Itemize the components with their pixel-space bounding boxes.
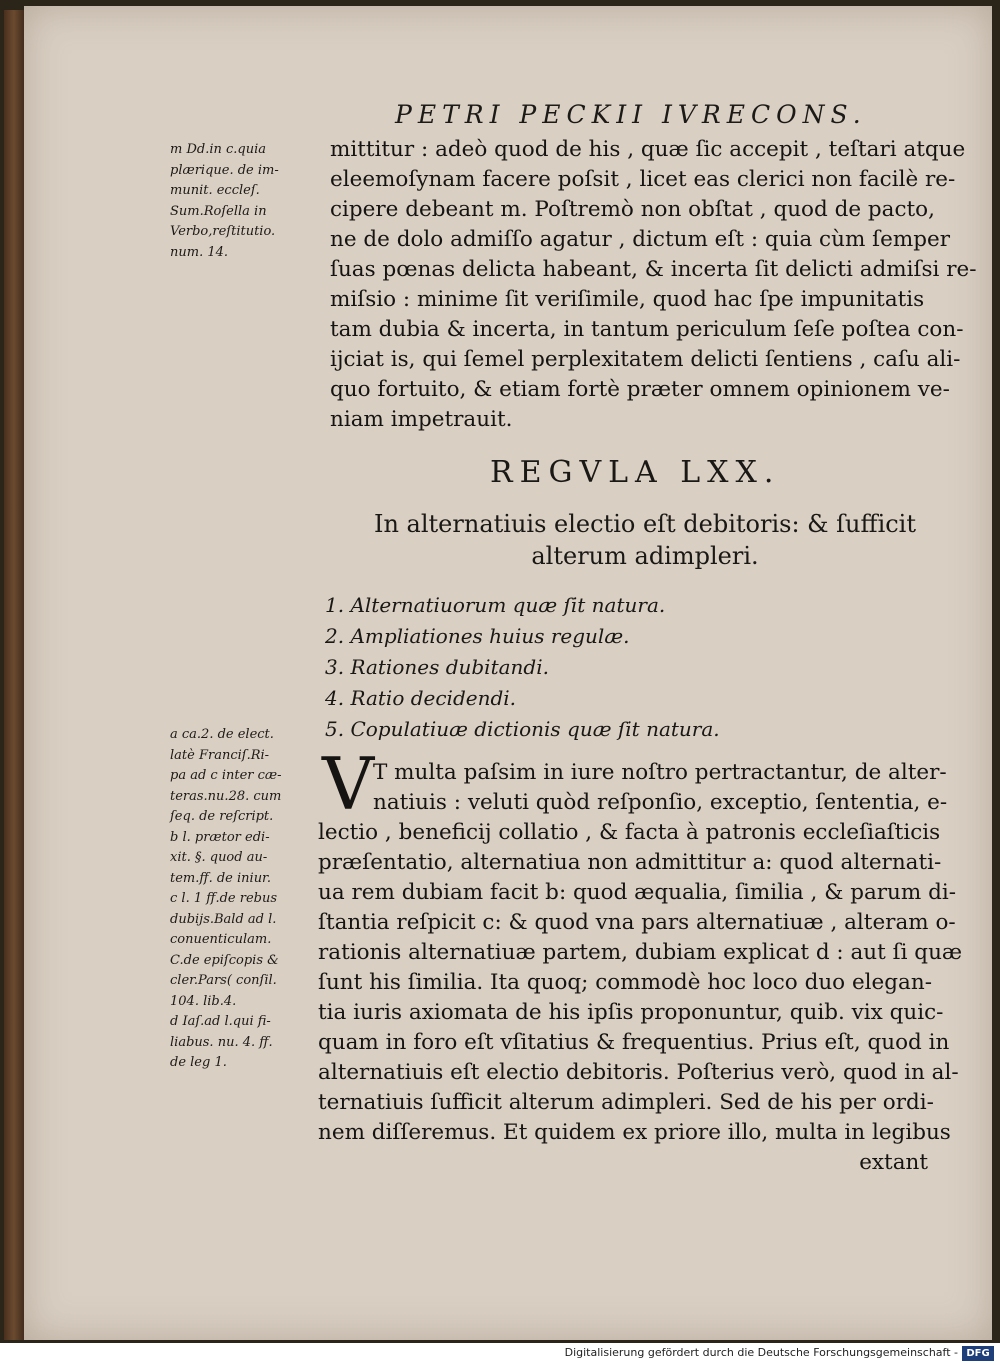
text-line: T multa paſsim in iure noſtro pertractantur, de alter- <box>373 760 947 785</box>
dfg-logo: DFG <box>962 1346 994 1361</box>
margin-note-line: conuenticulam. <box>170 932 272 947</box>
text-line: quam in foro eſt vſitatius & frequentius. Prius eſt, quod in <box>318 1030 950 1055</box>
text-line: alternatiuis eſt electio debitoris. Poſterius verò, quod in al- <box>318 1060 959 1085</box>
text-line: nem diſſeremus. Et quidem ex priore illo, multa in legibus <box>318 1120 951 1145</box>
margin-note-line: ſeq. de reſcript. <box>170 809 274 824</box>
margin-note-line: 104. lib.4. <box>170 993 237 1009</box>
text-line: tam dubia & incerta, in tantum periculum ſeſe poſtea con- <box>330 317 964 342</box>
margin-note-line: de leg 1. <box>170 1055 227 1070</box>
margin-note-line: m Dd.in c.quia <box>170 142 267 157</box>
text-line: natiuis : veluti quòd reſponſio, exceptio, ſententia, e- <box>373 790 948 815</box>
text-line: quo fortuito, & etiam fortè præter omnem opinionem ve- <box>330 377 950 402</box>
margin-note-line: pa ad c inter cæ- <box>170 768 282 783</box>
margin-note-m <box>170 140 279 263</box>
drop-cap: V <box>322 742 374 826</box>
margin-note-line: dubijs.Bald ad l. <box>170 911 277 927</box>
footer-bar <box>0 1343 1000 1365</box>
text-line: tia iuris axiomata de his ipſis proponuntur, quib. vix quic- <box>318 1000 944 1025</box>
margin-note-line: C.de epiſcopis & <box>170 952 279 968</box>
regula-title: REGVLA LXX. <box>490 455 781 490</box>
margin-note-line: Verbo,reſtitutio. <box>170 224 276 239</box>
text-line: ne de dolo admiſſo agatur , dictum eſt : quia cùm ſemper <box>330 227 950 252</box>
margin-note-line: d Iaſ.ad l.qui fi- <box>170 1014 271 1029</box>
summary-item: 2. Ampliationes huius regulæ. <box>325 624 630 648</box>
margin-note-line: xit. §. quod au- <box>170 850 268 865</box>
top-paragraph <box>330 135 977 435</box>
text-line: ijciat is, qui ſemel perplexitatem delicti ſentiens , caſu ali- <box>330 347 961 372</box>
text-line: eleemoſynam facere poſsit , licet eas clerici non facilè re- <box>330 167 956 192</box>
margin-note-line: liabus. nu. 4. ff. <box>170 1034 273 1050</box>
regula-subtitle <box>365 508 925 572</box>
text-line: mittitur : adeò quod de his , quæ ſic accepit , teſtari atque <box>330 137 966 162</box>
text-line: ſtantia reſpicit c: & quod vna pars alternatiuæ , alteram o- <box>318 910 956 935</box>
margin-note-line: latè Franciſ.Ri- <box>170 747 270 763</box>
margin-note-line: a ca.2. de elect. <box>170 727 274 742</box>
text-line: ſuas pœnas delicta habeant, & incerta ſit delicti admiſsi re- <box>330 257 977 282</box>
footer-credit: Digitalisierung gefördert durch die Deutsche Forschungsgemeinschaft - <box>564 1346 958 1359</box>
margin-note-line: b l. prætor edi- <box>170 829 270 845</box>
margin-note-line: munit. eccleſ. <box>170 183 260 198</box>
margin-note-line: num. 14. <box>170 244 229 260</box>
running-header: PETRI PECKII IVRECONS. <box>395 100 867 129</box>
text-line: præſentatio, alternatiua non admittitur a: quod alternati- <box>318 850 942 875</box>
text-line: rationis alternatiuæ partem, dubiam explicat d : aut ſi quæ <box>318 940 963 965</box>
margin-notes-abcd <box>170 725 282 1074</box>
text-line: ua rem dubiam facit b: quod æqualia, ſimilia , & parum di- <box>318 880 957 905</box>
text-line: ſunt his ſimilia. Ita quoq; commodè hoc loco duo elegan- <box>318 970 932 995</box>
margin-note-line: Sum.Roſella in <box>170 203 267 219</box>
margin-note-line: cler.Pars( conſil. <box>170 973 277 988</box>
margin-note-line: teras.nu.28. cum <box>170 788 282 804</box>
summary-item: 3. Rationes dubitandi. <box>325 655 549 679</box>
summary-list <box>325 590 720 745</box>
margin-note-line: tem.ff. de iniur. <box>170 870 271 886</box>
summary-item: 4. Ratio decidendi. <box>325 686 517 710</box>
main-paragraph <box>318 758 962 1178</box>
text-line: miſsio : minime ſit veriſimile, quod hac ſpe impunitatis <box>330 287 925 312</box>
text-line: lectio , beneficij collatio , & facta à patronis eccleſiaſticis <box>318 820 941 845</box>
book-spine <box>4 10 26 1340</box>
subtitle-line: alterum adimpleri. <box>531 542 759 570</box>
margin-note-line: plærique. de im- <box>170 162 279 178</box>
summary-item: 5. Copulatiuæ dictionis quæ ſit natura. <box>325 717 720 741</box>
text-line: ternatiuis ſufficit alterum adimpleri. Sed de his per ordi- <box>318 1090 934 1115</box>
margin-note-line: c l. 1 ff.de rebus <box>170 891 278 906</box>
text-line: niam impetrauit. <box>330 407 513 432</box>
subtitle-line: In alternatiuis electio eſt debitoris: & ſufficit <box>373 510 916 538</box>
text-line: cipere debeant m. Poſtremò non obſtat , quod de pacto, <box>330 197 935 222</box>
catchword: extant <box>859 1150 928 1175</box>
summary-item: 1. Alternatiuorum quæ ſit natura. <box>325 593 666 617</box>
